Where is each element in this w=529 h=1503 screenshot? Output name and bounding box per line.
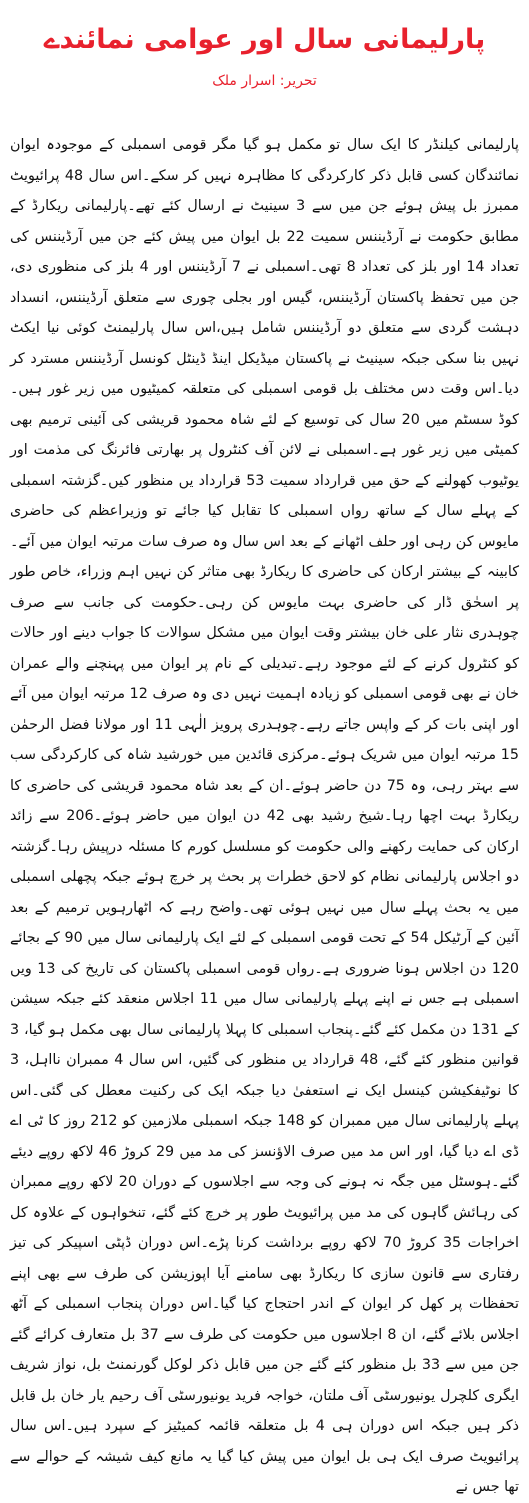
article-body: پارلیمانی کیلنڈر کا ایک سال تو مکمل ہو گیا مگر قومی اسمبلی کے موجودہ ایوان نمائندگان کسی قابل ذکر کارکردگی کا مظاہرہ نہیں کر سکے۔اس سال 48 پرائیویٹ ممبرز بل پیش ہوئے جن میں سے 3 سینیٹ نے ارسال کئے تھے۔پارلیمانی ریکارڈ کے مطابق حکومت نے آرڈیننس سمیت 22 بل ایوان میں پیش کئے جن میں آرڈیننس کی تعداد 14 اور بلز کی تعداد 8 تھی۔اسمبلی نے 7 آرڈیننس اور 4 بلز کی منظوری دی، جن میں تحفظ پاکستان آرڈیننس، گیس اور بجلی چوری سے متعلق آرڈیننس، انسداد دہشت گردی سے متعلق دو آرڈیننس شامل ہیں،اس سال پارلیمنٹ کوئی نیا ایکٹ نہیں بنا سکی جبکہ سینیٹ نے پاکستان میڈیکل اینڈ ڈینٹل کونسل آرڈیننس مسترد کر دیا۔اس وقت دس مختلف بل قومی اسمبلی کی متعلقہ کمیٹیوں میں زیر غور ہیں۔ کوڈ سسٹم میں 20 سال کی توسیع کے لئے شاہ محمود قریشی کی آئینی ترمیم بھی کمیٹی میں زیر غور ہے۔اسمبلی نے لائن آف کنٹرول پر بھارتی فائرنگ کی مذمت اور یوٹیوب کھولنے کے حق میں قرارداد سمیت 53 قرارداد یں منظور کیں۔گزشتہ اسمبلی کے پہلے سال کے ساتھ رواں اسمبلی کا تقابل کیا جائے تو وزیراعظم کی حاضری مایوس کن رہی اور حلف اٹھانے کے بعد اس سال وہ صرف سات مرتبہ ایوان میں آئے۔کابینہ کے بیشتر ارکان کی حاضری کا ریکارڈ بھی متاثر کن نہیں اہم وزراء، خاص طور پر اسحٰق ڈار کی حاضری بہت مایوس کن رہی۔حکومت کی جانب سے صرف چوہدری نثار علی خان بیشتر وقت ایوان میں مشکل سوالات کا جواب دینے اور حالات کو کنٹرول کرنے کے لئے موجود رہے۔تبدیلی کے نام پر ایوان میں پہنچنے والے عمران خان نے بھی قومی اسمبلی کو زیادہ اہمیت نہیں دی وہ صرف 12 مرتبہ ایوان میں آئے اور اپنی بات کر کے واپس جاتے رہے۔چوہدری پرویز الٰہی 11 اور مولانا فضل الرحمٰن 15 مرتبہ ایوان میں شریک ہوئے۔مرکزی قائدین میں خورشید شاہ کی کارکردگی سب سے بہتر رہی، وہ 75 دن حاضر ہوئے۔ان کے بعد شاہ محمود قریشی کی حاضری کا ریکارڈ بہت اچھا رہا۔شیخ رشید بھی 42 دن ایوان میں حاضر ہوئے۔206 سے زائد ارکان کی حمایت رکھنے والی حکومت کو مسلسل کورم کا مسئلہ درپیش رہا۔گزشتہ دو اجلاس پارلیمانی نظام کو لاحق خطرات پر بحث پر خرچ ہوئے جبکہ پچھلی اسمبلی میں یہ بحث پہلے سال میں نہیں ہوئی تھی۔واضح رہے کہ اٹھارہویں ترمیم کے بعد آئین کے آرٹیکل 54 کے تحت قومی اسمبلی کے لئے ایک پارلیمانی سال میں 90 کے بجائے 120 دن اجلاس ہونا ضروری ہے۔رواں قومی اسمبلی پاکستان کی تاریخ کی 13 ویں اسمبلی ہے جس نے اپنے پہلے پارلیمانی سال میں 11 اجلاس منعقد کئے جبکہ سیشن کے 131 دن مکمل کئے گئے۔پنجاب اسمبلی کا پہلا پارلیمانی سال بھی مکمل ہو گیا، 3 قوانین منظور کئے گئے، 48 قرارداد یں منظور کی گئیں، اس سال 4 ممبران نااہل، 3 کا نوٹیفکیشن کینسل ایک نے استعفیٰ دیا جبکہ ایک کی رکنیت معطل کی گئی۔اس پہلے پارلیمانی سال میں ممبران کو 148 جبکہ اسمبلی ملازمین کو 212 روز کا ٹی اے ڈی اے دیا گیا، اور اس مد میں صرف الاؤنسز کی مد میں 29 کروڑ 46 لاکھ روپے دیئے گئے۔ہوسٹل میں جگہ نہ ہونے کی وجہ سے اجلاسوں کے دوران 20 لاکھ روپے ممبران کی رہائش گاہوں کی مد میں پرائیویٹ طور پر خرچ کئے گئے، تنخواہوں کے علاوہ کل اخراجات 35 کروڑ 70 لاکھ روپے برداشت کرنا پڑے۔اس دوران ڈپٹی اسپیکر کی تیز رفتاری سے قانون سازی کا ریکارڈ بھی سامنے آیا اپوزیشن کی طرف سے بھی اپنے تحفظات پر کھل کر ایوان کے اندر احتجاج کیا گیا۔اس دوران پنجاب اسمبلی کے آٹھ اجلاس بلائے گئے، ان 8 اجلاسوں میں حکومت کی طرف سے 37 بل متعارف کرائے گئے جن میں سے 33 بل منظور کئے گئے جن میں قابل ذکر لوکل گورنمنٹ بل، نواز شریف ایگری کلچرل یونیورسٹی آف ملتان، خواجہ فرید یونیورسٹی آف رحیم یار خان بل قابل ذکر ہیں جبکہ اس دوران ہی 4 بل متعلقہ قائمہ کمیٹیز کے سپرد ہیں۔اس سال پرائیویٹ صرف ایک ہی بل ایوان میں پیش کیا گیا یہ مانع کیف شیشہ کے حوالے سے تھا جس نے — [10, 137, 520, 1495]
article-byline: تحریر: اسرار ملک — [212, 73, 317, 89]
article-headline: پارلیمانی سال اور عوامی نمائندے — [43, 24, 486, 55]
article-page — [0, 20, 529, 1495]
